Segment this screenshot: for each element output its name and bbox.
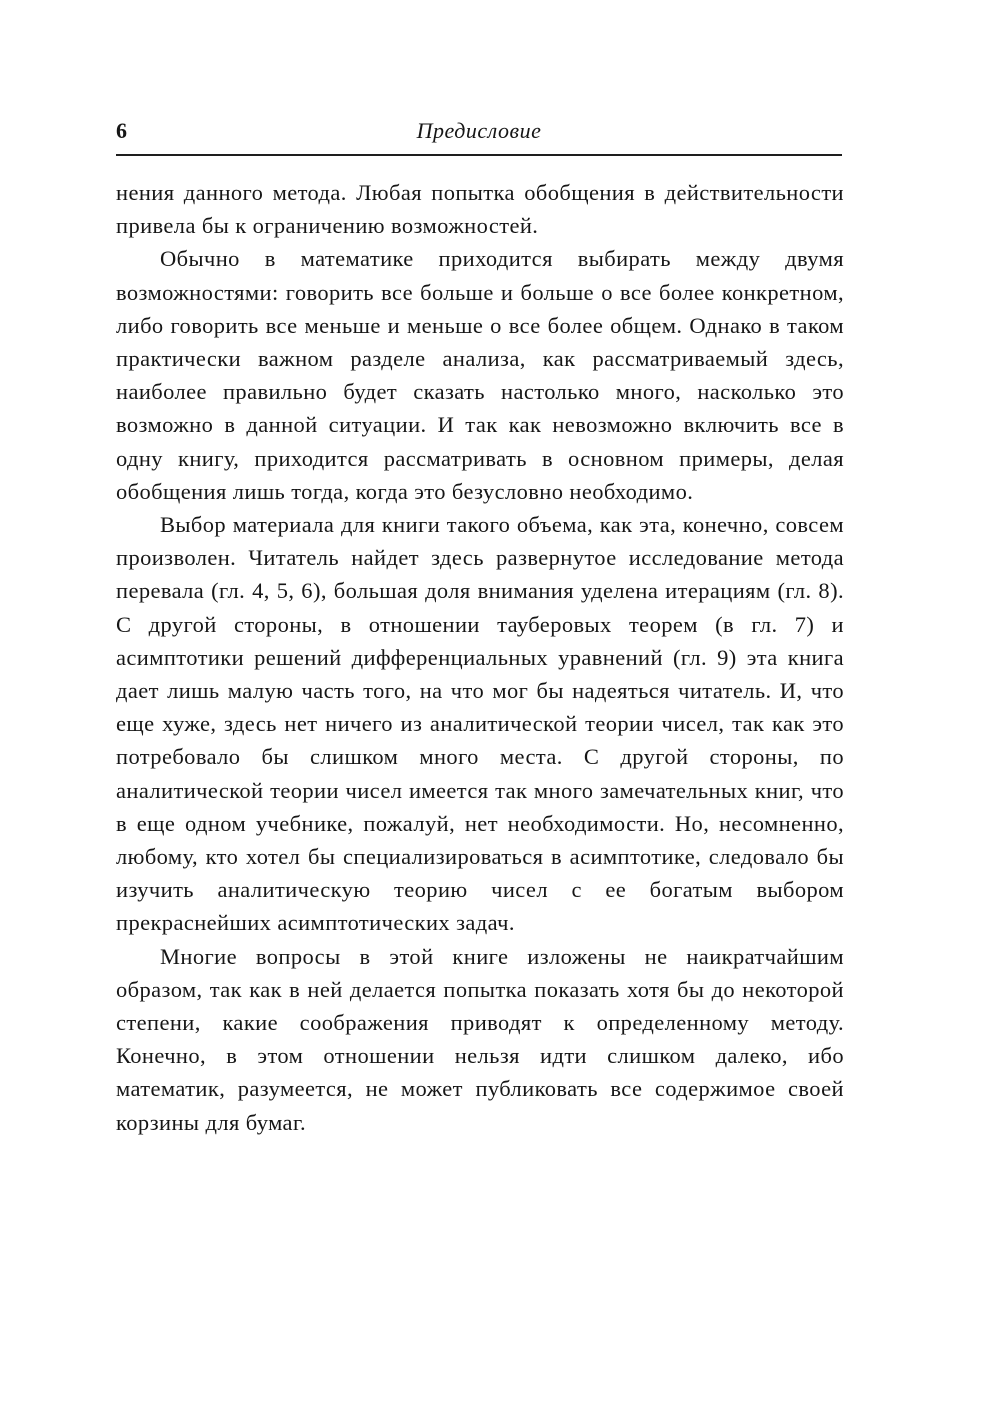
paragraph-choice-of-generality: Обычно в математике приходится выбирать между двумя возможностями: говорить все больше и больше о все более конкретном, либо говорить все меньше и меньше о все более общем. Однако в таком практически важном разделе анализа, как рассматриваемый здесь, наиболее правильно будет сказать настолько много, насколько это возможно в данной ситуации. И так как невозможно включить все в одну книгу, приходится рассматривать в основном примеры, делая обобщения лишь тогда, когда это безусловно необходимо.	[116, 246, 844, 504]
paragraph-presentation: Многие вопросы в этой книге изложены не наикратчайшим образом, так как в ней делается попытка показать хотя бы до некоторой степени, какие соображения приводят к определенному методу. Конечно, в этом отношении нельзя идти слишком далеко, ибо математик, разумеется, не может публиковать все содержимое своей корзины для бумаг.	[116, 943, 844, 1135]
running-title: Предисловие	[416, 118, 542, 143]
page-header	[116, 116, 842, 156]
page-number: 6	[116, 118, 127, 143]
page-body	[116, 176, 844, 1139]
paragraph-choice-of-material: Выбор материала для книги такого объема, как эта, конечно, совсем произволен. Читатель найдет здесь развернутое исследование метода перевала (гл. 4, 5, 6), большая доля внимания уделена итерациям (гл. 8). С другой стороны, в отношении тауберовых теорем (в гл. 7) и асимптотики решений дифференциальных уравнений (гл. 9) эта книга дает лишь малую часть того, на что мог бы надеяться читатель. И, что еще хуже, здесь нет ничего из аналитической теории чисел, так как это потребовало бы слишком много места. С другой стороны, по аналитической теории чисел имеется так много замечательных книг, что в еще одном учебнике, пожалуй, нет необходимости. Но, несомненно, любому, кто хотел бы специализироваться в асимптотике, следовало бы изучить аналитическую теорию чисел с ее богатым выбором прекраснейших асимптотических задач.	[116, 512, 844, 936]
paragraph-continuation: нения данного метода. Любая попытка обобщения в действительности привела бы к ограничению возможностей.	[116, 180, 844, 239]
